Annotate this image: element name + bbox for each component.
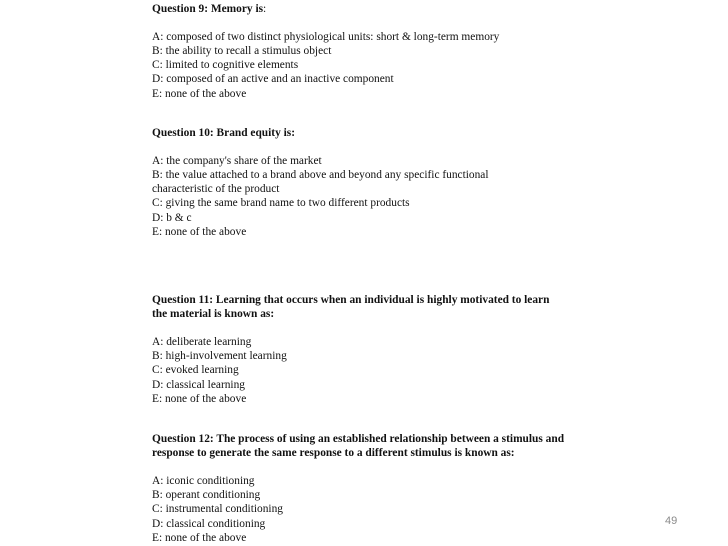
option-a: A: composed of two distinct physiological units: short & long-term memory xyxy=(152,31,500,44)
question-12 xyxy=(152,432,582,545)
option-a: A: deliberate learning xyxy=(152,336,252,349)
option-a: A: iconic conditioning xyxy=(152,475,255,488)
question-9-title: Question 9: Memory is: xyxy=(152,3,267,15)
option-e: E: none of the above xyxy=(152,225,247,238)
question-10 xyxy=(152,126,527,239)
option-c: C: evoked learning xyxy=(152,364,239,377)
option-c: C: instrumental conditioning xyxy=(152,503,283,516)
option-d: D: composed of an active and an inactive component xyxy=(152,73,394,86)
option-b: B: the ability to recall a stimulus object xyxy=(152,45,332,58)
option-e: E: none of the above xyxy=(152,87,247,100)
question-11-title: Question 11: Learning that occurs when an individual is highly motivated to learn the material is known as: xyxy=(152,294,550,321)
question-12-title: Question 12: The process of using an established relationship between a stimulus and response to generate the same response to a different stimulus is known as: xyxy=(152,433,565,460)
page-number: 49 xyxy=(665,515,678,527)
question-9 xyxy=(152,2,582,101)
question-10-title: Question 10: Brand equity is: xyxy=(152,127,296,139)
question-11 xyxy=(152,293,557,406)
option-c: C: limited to cognitive elements xyxy=(152,59,299,72)
option-b: B: operant conditioning xyxy=(152,489,261,502)
option-d: D: classical conditioning xyxy=(152,517,266,530)
option-e: E: none of the above xyxy=(152,392,247,405)
option-b: B: the value attached to a brand above and beyond any specific functional characteristic of the product xyxy=(152,169,489,196)
option-c: C: giving the same brand name to two different products xyxy=(152,197,410,210)
option-b: B: high-involvement learning xyxy=(152,350,287,363)
option-d: D: b & c xyxy=(152,211,192,224)
option-a: A: the company's share of the market xyxy=(152,155,322,168)
option-d: D: classical learning xyxy=(152,378,245,391)
option-e: E: none of the above xyxy=(152,531,247,544)
